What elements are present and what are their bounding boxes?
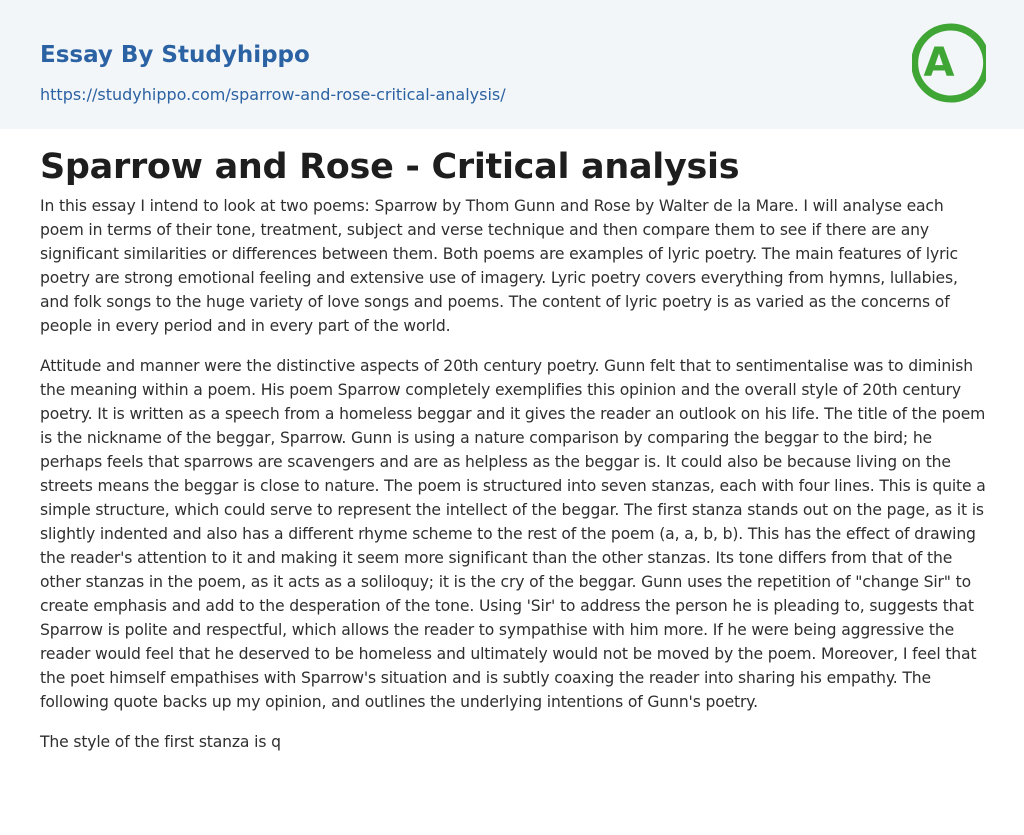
site-header xyxy=(0,0,1024,129)
brand-title: Essay By Studyhippo xyxy=(40,42,310,68)
essay-body xyxy=(40,194,990,770)
essay-url-link[interactable]: https://studyhippo.com/sparrow-and-rose-critical-analysis/ xyxy=(40,85,506,104)
studyhippo-logo-icon[interactable] xyxy=(912,20,986,106)
essay-paragraph: Attitude and manner were the distinctive aspects of 20th century poetry. Gunn felt that to sentimentalise was to diminish the meaning within a poem. His poem Sparrow completely exemplifies this opinion and the overall style of 20th century poetry. It is written as a speech from a homeless beggar and it gives the reader an outlook on his life. The title of the poem is the nickname of the beggar, Sparrow. Gunn is using a nature comparison by comparing the beggar to the bird; he perhaps feels that sparrows are scavengers and are as helpless as the beggar is. It could also be because living on the streets means the beggar is close to nature. The poem is structured into seven stanzas, each with four lines. This is quite a simple structure, which could serve to represent the intellect of the beggar. The first stanza stands out on the page, as it is slightly indented and also has a different rhyme scheme to the rest of the poem (a, a, b, b). This has the effect of drawing the reader's attention to it and making it seem more significant than the other stanzas. Its tone differs from that of the other stanzas in the poem, as it acts as a soliloquy; it is the cry of the beggar. Gunn uses the repetition of "change Sir" to create emphasis and add to the desperation of the tone. Using 'Sir' to address the person he is pleading to, suggests that Sparrow is polite and respectful, which allows the reader to sympathise with him more. If he were being aggressive the reader would feel that he deserved to be homeless and ultimately would not be moved by the poem. Moreover, I feel that the poet himself empathises with Sparrow's situation and is subtly coaxing the reader into sharing his empathy. The following quote backs up my opinion, and outlines the underlying intentions of Gunn's poetry. xyxy=(40,357,986,711)
essay-paragraph: In this essay I intend to look at two poems: Sparrow by Thom Gunn and Rose by Walter de la Mare. I will analyse each poem in terms of their tone, treatment, subject and verse technique and then compare them to see if there are any significant similarities or differences between them. Both poems are examples of lyric poetry. The main features of lyric poetry are strong emotional feeling and extensive use of imagery. Lyric poetry covers everything from hymns, lullabies, and folk songs to the huge variety of love songs and poems. The content of lyric poetry is as varied as the concerns of people in every period and in every part of the world. xyxy=(40,197,958,335)
page-title: Sparrow and Rose - Critical analysis xyxy=(40,147,740,187)
essay-paragraph-truncated: The style of the first stanza is q xyxy=(40,733,281,751)
logo-letter: A xyxy=(923,40,955,86)
